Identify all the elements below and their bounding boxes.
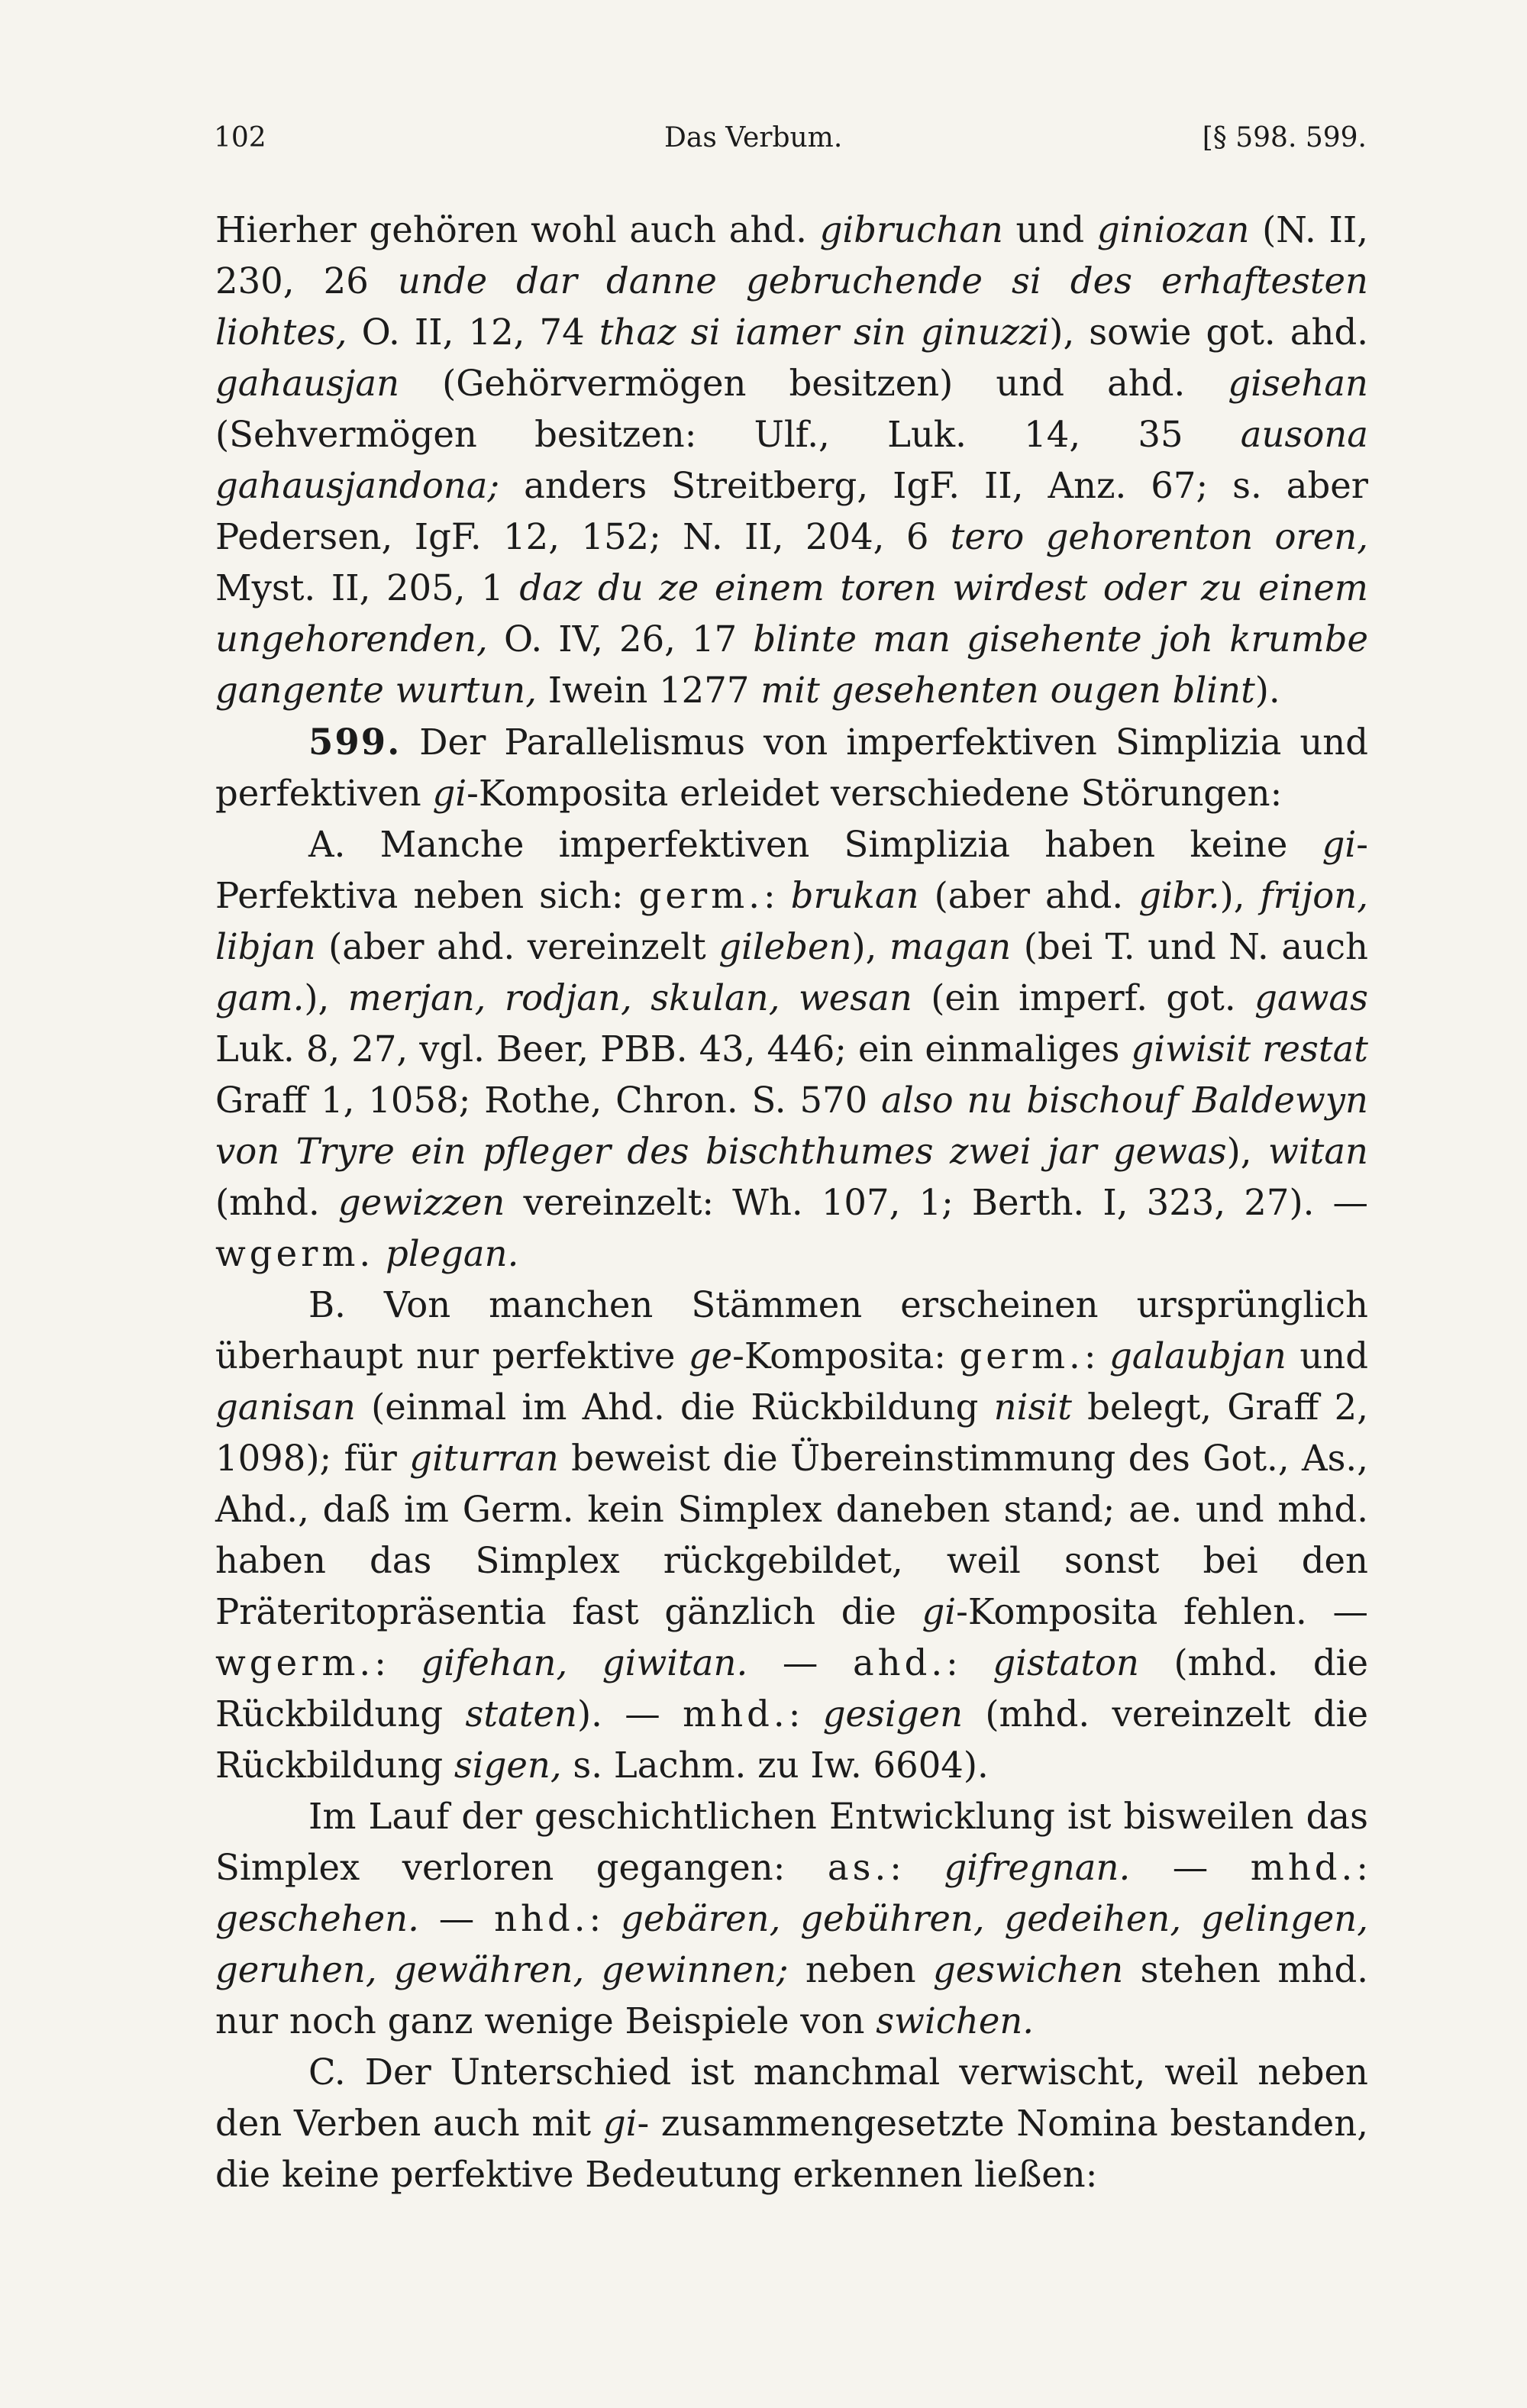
text-run: ), — [1219, 875, 1261, 916]
spaced-abbrev: mhd. — [1250, 1847, 1357, 1888]
text-run: : — [1083, 1335, 1109, 1377]
italic-term: ausona gahausjandona; — [215, 414, 1368, 506]
italic-term: plegan. — [385, 1233, 519, 1274]
section-reference: [§ 598. 599. — [1202, 122, 1367, 153]
text-run: und — [1002, 209, 1097, 250]
text-run: Hierher gehören wohl auch ahd. — [215, 209, 820, 250]
text-run: neben — [788, 1949, 933, 1990]
text-run: : — [946, 1642, 993, 1683]
spaced-abbrev: germ. — [638, 875, 764, 916]
text-run: : — [788, 1693, 823, 1735]
main-text — [215, 205, 1368, 2200]
spaced-abbrev: wgerm. — [215, 1642, 375, 1683]
text-run: ), — [304, 977, 348, 1018]
running-title: Das Verbum. — [664, 122, 843, 153]
text-run: Iwein 1277 — [537, 670, 761, 711]
text-run: beweist die Übereinstimmung des Got., As., Ahd., daß im Germ. kein Simplex daneben stand; ae. und mhd. haben das Simplex rückgebildet, weil sonst bei den Präteritopräsentia fast gänzlich die — [215, 1438, 1368, 1632]
italic-term: unde dar danne gebruchende si des erhaftesten liohtes, — [215, 260, 1368, 353]
spaced-abbrev: wgerm. — [215, 1233, 375, 1274]
text-run: Graff 1, 1058; Rothe, Chron. S. 570 — [215, 1080, 882, 1121]
text-run: — — [418, 1898, 495, 1939]
text-run: Myst. II, 205, 1 — [215, 567, 520, 608]
italic-term: sigen, — [454, 1745, 562, 1786]
italic-term: gam. — [215, 977, 305, 1018]
text-run: (mhd. die Rückbildung — [215, 1642, 1369, 1735]
italic-term: gi — [432, 773, 467, 814]
text-run: -Perfektiva neben sich: — [215, 824, 1368, 916]
text-run: (einmal im Ahd. die Rückbildung — [355, 1386, 994, 1428]
italic-term: geschehen. — [215, 1898, 419, 1939]
italic-term: gi — [922, 1591, 957, 1632]
italic-term: gi — [1322, 824, 1357, 865]
italic-term: galaubjan — [1109, 1335, 1286, 1377]
text-run: (Gehörvermögen besitzen) und ahd. — [399, 363, 1228, 404]
text-run: : — [889, 1847, 944, 1888]
text-run: (aber ahd. vereinzelt — [315, 926, 719, 967]
spaced-abbrev: nhd. — [494, 1898, 589, 1939]
text-run: Der Parallelismus von imperfektiven Simplizia und perfektiven — [215, 721, 1368, 814]
spaced-abbrev: mhd. — [683, 1693, 789, 1735]
italic-term: gibruchan — [819, 209, 1003, 250]
italic-term: gistaton — [993, 1642, 1139, 1683]
text-run: : — [589, 1898, 621, 1939]
text-run: Luk. 8, 27, vgl. Beer, PBB. 43, 446; ein einmaliges — [215, 1028, 1132, 1070]
text-run: : — [764, 875, 791, 916]
spaced-abbrev: germ. — [959, 1335, 1084, 1377]
text-run — [374, 1233, 386, 1274]
paragraph-b — [215, 1280, 1368, 1791]
italic-term: ge — [688, 1335, 733, 1377]
text-run: A. Manche imperfektiven Simplizia haben keine — [308, 824, 1322, 865]
italic-term: frijon, libjan — [215, 875, 1368, 967]
section-number: 599. — [308, 721, 402, 763]
italic-term: gi — [602, 2103, 638, 2144]
italic-term: tero gehorenton oren, — [950, 516, 1369, 557]
text-run: O. II, 12, 74 — [347, 311, 599, 353]
text-run: belegt, Graff 2, 1098); für — [215, 1386, 1368, 1479]
text-run: s. Lachm. zu Iw. 6604). — [561, 1745, 989, 1786]
italic-term: thaz si iamer sin ginuzzi — [599, 311, 1050, 353]
italic-term: swichen. — [876, 2000, 1035, 2042]
paragraph-a — [215, 819, 1368, 1280]
italic-term: blinte man gisehente joh krumbe gangente wurtun, — [215, 618, 1368, 711]
italic-term: gibr. — [1138, 875, 1220, 916]
italic-term: gileben — [718, 926, 852, 967]
page-number: 102 — [214, 122, 266, 153]
italic-term: also nu bischouf Baldewyn von Tryre ein pfleger des bischthumes zwei jar gewas — [215, 1080, 1369, 1172]
text-run: (ein imperf. got. — [912, 977, 1255, 1018]
italic-term: gawas — [1254, 977, 1368, 1018]
italic-term: staten — [465, 1693, 577, 1735]
italic-term: brukan — [790, 875, 919, 916]
italic-term: gifehan, giwitan. — [421, 1642, 748, 1683]
text-run: -Komposita fehlen. — — [956, 1591, 1368, 1632]
italic-term: gifregnan. — [944, 1847, 1131, 1888]
text-run: ), sowie got. ahd. — [1049, 311, 1368, 353]
italic-term: geswichen — [932, 1949, 1124, 1990]
paragraph-section-599 — [215, 716, 1368, 819]
text-run: : — [374, 1642, 421, 1683]
text-run: ), — [1226, 1131, 1268, 1172]
italic-term: gesigen — [822, 1693, 964, 1735]
italic-term: giniozan — [1096, 209, 1250, 250]
text-run: : — [1356, 1847, 1369, 1888]
running-header — [214, 122, 1374, 168]
text-run: ). — — [576, 1693, 683, 1735]
text-run: — — [1130, 1847, 1251, 1888]
text-run: — — [747, 1642, 853, 1683]
italic-term: gahausjan — [215, 363, 400, 404]
text-run: B. Von manchen Stämmen erscheinen ursprünglich überhaupt nur perfektive — [215, 1284, 1368, 1377]
italic-term: daz du ze einem toren wirdest oder zu einem ungehorenden, — [215, 567, 1368, 660]
paragraph-im-lauf — [215, 1791, 1368, 2047]
italic-term: gewizzen — [337, 1182, 505, 1223]
italic-term: ganisan — [215, 1386, 356, 1428]
text-run: stehen mhd. nur noch ganz wenige Beispiele von — [215, 1949, 1368, 2042]
text-run: -Komposita erleidet verschiedene Störungen: — [466, 773, 1283, 814]
text-run: (mhd. — [215, 1182, 338, 1223]
paragraph-hierher — [215, 205, 1368, 716]
text-run: (bei T. und N. auch — [1011, 926, 1368, 967]
paragraph-c — [215, 2047, 1368, 2200]
spaced-abbrev: ahd. — [852, 1642, 947, 1683]
spaced-abbrev: as. — [827, 1847, 890, 1888]
italic-term: giturran — [409, 1438, 559, 1479]
text-run: (N. II, 230, 26 — [215, 209, 1368, 302]
text-run: und — [1286, 1335, 1368, 1377]
text-run: - zusammengesetzte Nomina bestanden, die keine perfektive Bedeutung erkennen ließen: — [215, 2103, 1368, 2195]
text-run: O. IV, 26, 17 — [487, 618, 754, 660]
text-run: C. Der Unterschied ist manchmal verwischt, weil neben den Verben auch mit — [215, 2051, 1368, 2144]
italic-term: nisit — [993, 1386, 1072, 1428]
italic-term: magan — [889, 926, 1012, 967]
text-run: (mhd. vereinzelt die Rückbildung — [215, 1693, 1368, 1786]
text-run: ), — [851, 926, 889, 967]
italic-term: gisehan — [1228, 363, 1368, 404]
text-run: anders Streitberg, IgF. II, Anz. 67; s. aber Pedersen, IgF. 12, 152; N. II, 204, 6 — [215, 465, 1368, 557]
italic-term: mit gesehenten ougen blint — [760, 670, 1255, 711]
text-run: -Komposita: — [732, 1335, 960, 1377]
italic-term: gebären, gebühren, gedeihen, gelingen, geruhen, gewähren, gewinnen; — [215, 1898, 1368, 1990]
italic-term: merjan, rodjan, skulan, wesan — [347, 977, 912, 1018]
text-run: ). — [1254, 670, 1280, 711]
text-run: vereinzelt: Wh. 107, 1; Berth. I, 323, 27). — — [505, 1182, 1369, 1223]
text-run: Im Lauf der geschichtlichen Entwicklung ist bisweilen das Simplex verloren gegangen: — [215, 1796, 1368, 1888]
text-run: (Sehvermögen besitzen: Ulf., Luk. 14, 35 — [215, 414, 1241, 455]
italic-term: witan — [1267, 1131, 1368, 1172]
text-run: (aber ahd. — [918, 875, 1139, 916]
italic-term: giwisit restat — [1131, 1028, 1368, 1070]
